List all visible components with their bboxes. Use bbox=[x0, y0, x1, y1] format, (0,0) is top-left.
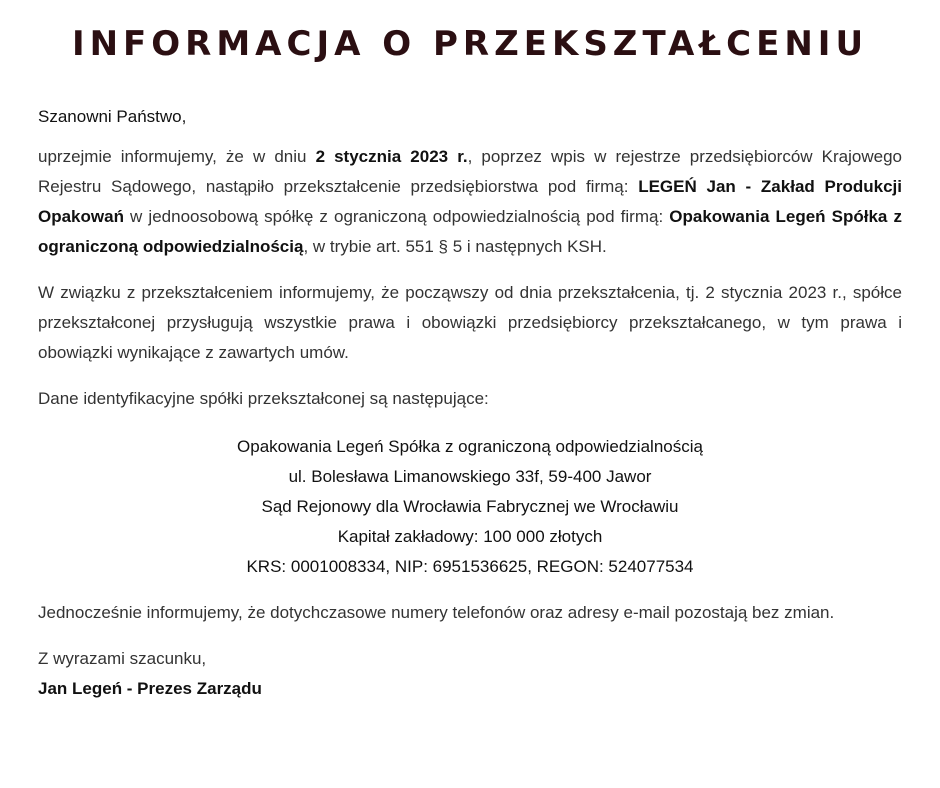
company-ids: KRS: 0001008334, NIP: 6951536625, REGON: 524077534 bbox=[246, 557, 694, 576]
paragraph-contacts: Jednocześnie informujemy, że dotychczasowe numery telefonów oraz adresy e-mail pozostają bez zmian. bbox=[38, 603, 835, 622]
company-details bbox=[38, 432, 902, 582]
paragraph-transformation bbox=[38, 142, 902, 262]
closing-salutation: Z wyrazami szacunku, bbox=[38, 649, 207, 668]
paragraph-text: uprzejmie informujemy, że w dniu bbox=[38, 147, 316, 166]
document-title: INFORMACJA O PRZEKSZTAŁCENIU bbox=[71, 24, 869, 64]
paragraph-identification-intro: Dane identyfikacyjne spółki przekształconej są następujące: bbox=[38, 389, 489, 408]
new-company-name: Opakowania Legeń Spółka z ograniczoną odpowiedzialnością bbox=[38, 207, 902, 256]
old-company-name: LEGEŃ Jan - Zakład Produkcji Opakowań bbox=[38, 177, 902, 226]
paragraph-text: , poprzez wpis w rejestrze przedsiębiorców Krajowego Rejestru Sądowego, nastąpiło przekształcenie przedsiębiorstwa pod firmą: bbox=[38, 147, 902, 196]
paragraph-text: w jednoosobową spółkę z ograniczoną odpowiedzialnością pod firmą: bbox=[123, 207, 670, 226]
greeting: Szanowni Państwo, bbox=[38, 107, 187, 126]
paragraph-text: , w trybie art. 551 § 5 i następnych KSH. bbox=[303, 237, 607, 256]
company-court: Sąd Rejonowy dla Wrocławia Fabrycznej we Wrocławiu bbox=[261, 497, 679, 516]
company-capital: Kapitał zakładowy: 100 000 złotych bbox=[337, 527, 603, 546]
company-name: Opakowania Legeń Spółka z ograniczoną odpowiedzialnością bbox=[237, 437, 703, 456]
company-address: ul. Bolesława Limanowskiego 33f, 59-400 Jawor bbox=[288, 467, 652, 486]
signature: Jan Legeń - Prezes Zarządu bbox=[38, 679, 262, 698]
date-highlight: 2 stycznia 2023 r. bbox=[315, 147, 468, 166]
paragraph-rights: W związku z przekształceniem informujemy, że począwszy od dnia przekształcenia, tj. 2 stycznia 2023 r., spółce przekształconej przysługują wszystkie prawa i obowiązki przedsiębiorcy przekształcanego, w tym prawa i obowiązki wynikające z zawartych umów. bbox=[38, 283, 902, 362]
